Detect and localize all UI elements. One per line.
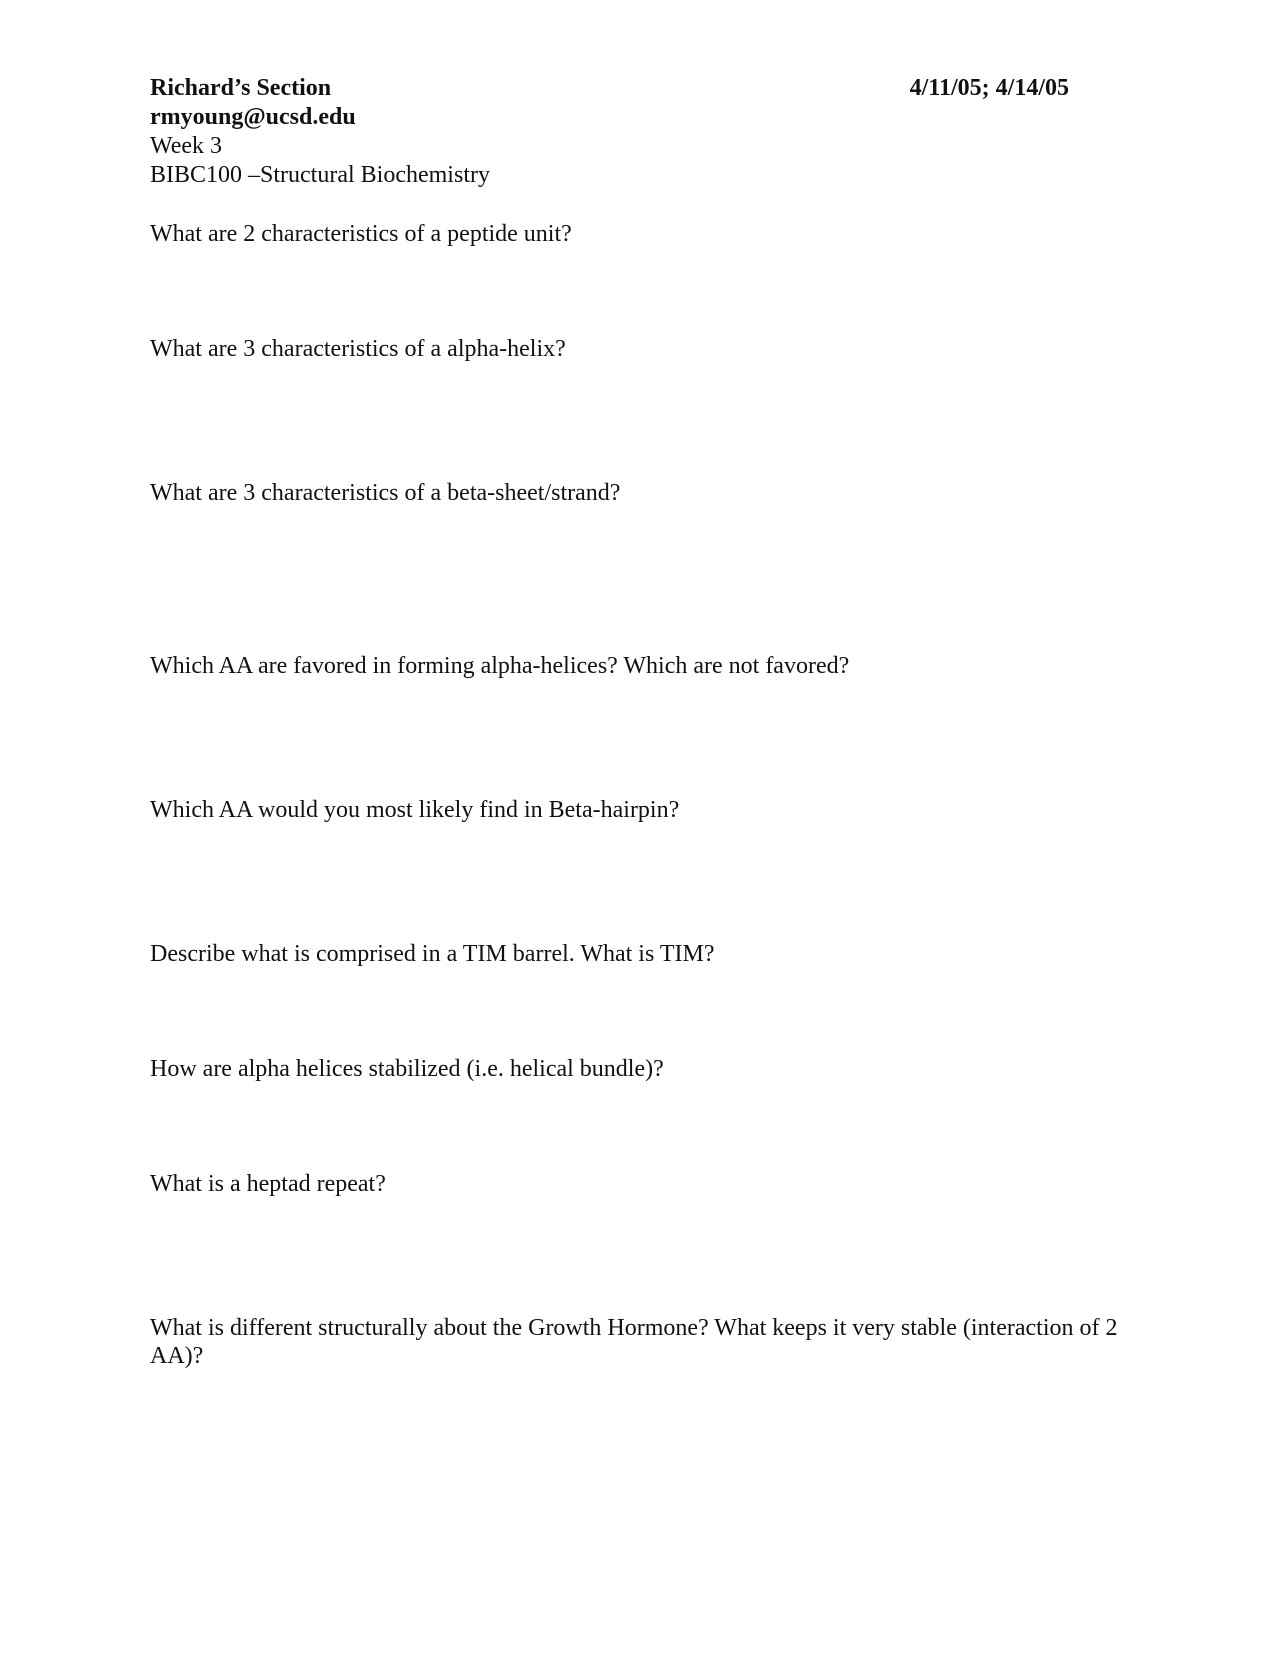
question-3: What are 3 characteristics of a beta-sheet/strand? bbox=[150, 480, 621, 506]
dates: 4/11/05; 4/14/05 bbox=[909, 75, 1069, 101]
section-title: Richard’s Section bbox=[150, 75, 332, 101]
email: rmyoung@ucsd.edu bbox=[150, 104, 356, 130]
question-4: Which AA are favored in forming alpha-helices? Which are not favored? bbox=[150, 653, 850, 679]
question-8: What is a heptad repeat? bbox=[150, 1171, 386, 1197]
question-7: How are alpha helices stabilized (i.e. helical bundle)? bbox=[150, 1056, 664, 1082]
question-2: What are 3 characteristics of a alpha-helix? bbox=[150, 336, 566, 362]
course-title: BIBC100 –Structural Biochemistry bbox=[150, 162, 490, 188]
question-6: Describe what is comprised in a TIM barrel. What is TIM? bbox=[150, 941, 715, 967]
question-9: What is different structurally about the Growth Hormone? What keeps it very stable (interaction of 2 AA)? bbox=[150, 1315, 1118, 1369]
question-1: What are 2 characteristics of a peptide unit? bbox=[150, 221, 572, 247]
question-5: Which AA would you most likely find in Beta-hairpin? bbox=[150, 797, 680, 823]
week-label: Week 3 bbox=[150, 133, 223, 159]
